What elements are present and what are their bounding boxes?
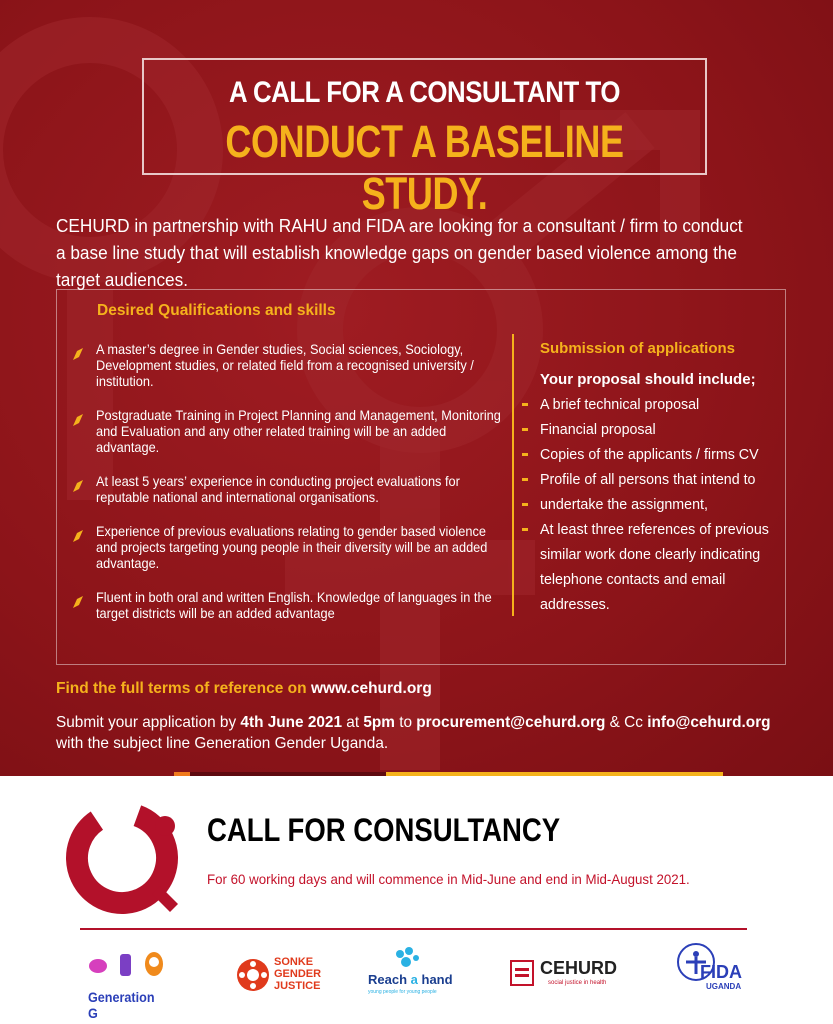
- submission-item-text: undertake the assignment,: [540, 496, 708, 513]
- submission-item: [540, 492, 790, 517]
- partner-logos: [0, 934, 833, 1024]
- bullet-marker-icon: [71, 414, 83, 426]
- submission-item-text: A brief technical proposal: [540, 396, 700, 413]
- reach-a-hand-text: [368, 972, 453, 987]
- submission-item-text: Financial proposal: [540, 421, 656, 438]
- dash-bullet-icon: [522, 528, 528, 531]
- qualification-text: Fluent in both oral and written English. Knowledge of languages in the target districts will be an added advantage: [96, 590, 492, 621]
- submission-heading: Submission of applications: [540, 340, 736, 357]
- submission-item: [540, 517, 790, 617]
- qualification-text: A master’s degree in Gender studies, Social sciences, Sociology, Development studies, or related field from a recognised university / institution.: [96, 342, 474, 389]
- bullet-marker-icon: [71, 480, 83, 492]
- generation-g-icons: [88, 944, 168, 984]
- submission-item: [540, 442, 790, 467]
- sonke-text: [274, 956, 321, 992]
- sonke-line: JUSTICE: [274, 980, 321, 992]
- reach-tagline: young people for young people: [368, 989, 437, 995]
- deadline-time: 5pm: [363, 714, 395, 731]
- qualifications-box: [56, 289, 786, 665]
- submission-section: [540, 340, 790, 617]
- generation-g-logo: [88, 944, 168, 1021]
- qualification-item: [71, 590, 501, 622]
- qualification-text: Postgraduate Training in Project Planning and Management, Monitoring and Evaluation and any other related training will be an added advantage.: [96, 408, 501, 455]
- submission-item: [540, 467, 790, 492]
- cehurd-emblem-icon: [510, 960, 534, 986]
- cehurd-website-link[interactable]: www.cehurd.org: [310, 680, 432, 697]
- qualification-item: [71, 408, 501, 456]
- call-for-consultancy-title: CALL FOR CONSULTANCY: [207, 812, 561, 848]
- terms-label: Find the full terms of reference on: [56, 680, 311, 697]
- reach-a-hand-logo: [368, 946, 453, 1006]
- submission-item: [540, 417, 790, 442]
- footer-divider: [80, 928, 747, 930]
- submit-text: Submit your application by: [56, 714, 241, 731]
- info-email-link[interactable]: info@cehurd.org: [647, 714, 771, 731]
- qualification-item: [71, 474, 501, 506]
- cehurd-logo: [510, 958, 630, 998]
- reach-a-hand-icon: [392, 946, 422, 972]
- submission-item-text: Profile of all persons that intend to: [540, 471, 756, 488]
- qualification-item: [71, 524, 501, 572]
- procurement-email-link[interactable]: procurement@cehurd.org: [416, 714, 606, 731]
- reach-word: hand: [421, 972, 453, 987]
- title-line-2: CONDUCT A BASELINE STUDY.: [225, 116, 624, 219]
- subject-line-text: with the subject line Generation Gender Uganda.: [56, 735, 389, 752]
- qualifications-heading: Desired Qualifications and skills: [97, 302, 336, 319]
- submission-subheading: Your proposal should include;: [540, 371, 756, 388]
- deadline-date: 4th June 2021: [240, 714, 343, 731]
- qualification-item: [71, 342, 501, 390]
- sonke-line: GENDER: [274, 968, 322, 980]
- bullet-marker-icon: [71, 596, 83, 608]
- poster-footer: [0, 776, 833, 1024]
- qualifications-list: [71, 342, 501, 622]
- submit-text: to: [394, 714, 417, 731]
- submission-item-text: Copies of the applicants / firms CV: [540, 446, 759, 463]
- sonke-gender-justice-logo: [236, 954, 322, 1004]
- title-box: [142, 58, 707, 219]
- dash-bullet-icon: [522, 403, 528, 406]
- dash-bullet-icon: [522, 503, 528, 506]
- sonke-emblem-icon: [236, 958, 270, 992]
- dash-bullet-icon: [522, 453, 528, 456]
- qualification-text: Experience of previous evaluations relating to gender based violence and projects targeting young people in their diversity will be an added advantage.: [96, 524, 488, 571]
- terms-of-reference: [56, 680, 432, 698]
- intro-paragraph: CEHURD in partnership with RAHU and FIDA are looking for a consultant / firm to conduct a base line study that will establish knowledge gaps on gender based violence among the target audiences.: [56, 215, 743, 290]
- cehurd-name: CEHURD: [540, 958, 618, 978]
- cehurd-tagline: social justice in health: [548, 980, 607, 986]
- qualification-text: At least 5 years’ experience in conducting project evaluations for reputable national and international organisations.: [96, 474, 460, 505]
- fida-name: FIDA: [700, 962, 742, 982]
- bullet-marker-icon: [71, 348, 83, 360]
- submission-item-text: At least three references of previous similar work done clearly indicating telephone contacts and email addresses.: [540, 521, 769, 613]
- submit-text: & Cc: [605, 714, 648, 731]
- sonke-line: SONKE: [274, 956, 314, 968]
- submit-instructions: [56, 712, 786, 754]
- fida-uganda-logo: [676, 942, 756, 1012]
- call-description: For 60 working days and will commence in Mid-June and end in Mid-August 2021.: [207, 871, 690, 887]
- dash-bullet-icon: [522, 478, 528, 481]
- title-line-1: A CALL FOR A CONSULTANT TO: [228, 76, 621, 109]
- reach-word: Reach: [368, 972, 408, 987]
- column-divider: [512, 334, 514, 616]
- dash-bullet-icon: [522, 428, 528, 431]
- submit-text: at: [342, 714, 364, 731]
- reach-word: a: [410, 972, 418, 987]
- fida-sub: UGANDA: [706, 982, 742, 991]
- submission-item: [540, 392, 790, 417]
- consultancy-logo-icon: [60, 796, 200, 926]
- generation-g-label: Generation G: [88, 989, 155, 1021]
- bullet-marker-icon: [71, 530, 83, 542]
